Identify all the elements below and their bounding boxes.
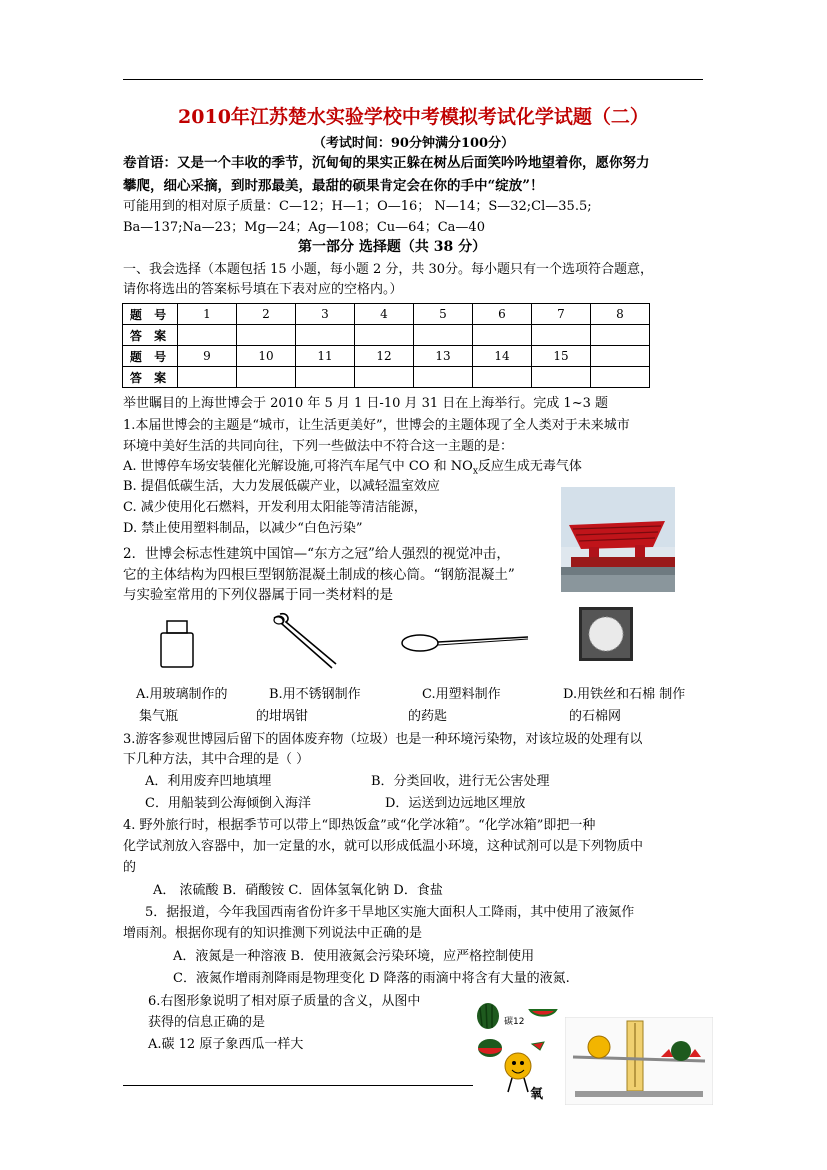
table-cell: 11 (296, 346, 355, 367)
spoon-icon (398, 628, 532, 658)
page-title: 2010年江苏楚水实验学校中考模拟考试化学试题（二） (178, 106, 649, 128)
q4-stem-3: 的 (123, 860, 137, 875)
q1-option-d: D. 禁止使用塑料制品，以减少“白色污染” (123, 521, 363, 536)
q2-stem-1: 2．世博会标志性建筑中国馆—“东方之冠”给人强烈的视觉冲击， (123, 546, 510, 562)
gas-bottle-icon (157, 618, 197, 670)
q6-stem-1: 6.右图形象说明了相对原子质量的含义，从图中 (148, 994, 421, 1009)
q1-option-a-text-end: 反应生成无毒气体 (477, 459, 582, 474)
q5-stem-2: 增雨剂。根据你现有的知识推测下列说法中正确的是 (123, 926, 423, 941)
q2-stem-2: 它的主体结构为四根巨型钢筋混凝土制成的核心筒。“钢筋混凝土” (123, 567, 515, 583)
q3-option-a: A．利用废弃凹地填埋 (145, 774, 272, 789)
answer-cell[interactable] (473, 325, 532, 346)
table-label: 题 号 (123, 346, 178, 367)
table-cell: 15 (532, 346, 591, 367)
q3-option-d: D．运送到边远地区埋放 (385, 796, 526, 811)
table-row (123, 325, 650, 346)
answer-table (122, 303, 650, 388)
table-cell (591, 346, 650, 367)
q2-option-d: D.用铁丝和石棉 制作 (563, 687, 686, 702)
oxygen-label: 氧 (530, 1087, 544, 1102)
preface-line-2: 攀爬，细心采摘，到时那最美，最甜的硕果肯定会在你的手中“绽放”！ (123, 178, 544, 194)
q4-stem-2: 化学试剂放入容器中，加一定量的水，就可以形成低温小环境，这种试剂可以是下列物质中 (123, 839, 644, 854)
table-label: 题 号 (123, 304, 178, 325)
preface-line-1: 卷首语：又是一个丰收的季节，沉甸甸的果实正躲在树丛后面笑吟吟地望着你，愿你努力 (123, 155, 650, 171)
answer-cell[interactable] (532, 367, 591, 388)
q2-option-d-line2: 的石棉网 (569, 709, 622, 724)
q3-stem-1: 3.游客参观世博园后留下的固体废弃物（垃圾）也是一种环境污染物，对该垃圾的处理有以 (123, 732, 643, 747)
answer-cell[interactable] (178, 325, 237, 346)
table-cell: 10 (237, 346, 296, 367)
table-cell: 2 (237, 304, 296, 325)
q1-stem-1: 1.本届世博会的主题是“城市，让生活更美好”，世博会的主题体现了全人类对于未来城市 (123, 418, 630, 433)
top-rule (123, 79, 703, 80)
q1-stem-2: 环境中美好生活的共同向往，下列一些做法中不符合这一主题的是： (123, 439, 514, 454)
q2-option-c: C.用塑料制作 (422, 687, 501, 702)
atomic-mass-line-1: 可能用到的相对原子质量：C—12；H—1；O—16； N—14；S—32;Cl—35.5; (123, 199, 592, 214)
answer-cell[interactable] (591, 367, 650, 388)
table-label: 答 案 (123, 325, 178, 346)
table-cell: 12 (355, 346, 414, 367)
q2-stem-3: 与实验室常用的下列仪器属于同一类材料的是 (123, 587, 393, 603)
q3-stem-2: 下几种方法，其中合理的是（ ） (123, 752, 310, 767)
table-cell: 14 (473, 346, 532, 367)
q2-option-a-line2: 集气瓶 (139, 709, 179, 724)
answer-cell[interactable] (473, 367, 532, 388)
answer-cell[interactable] (355, 367, 414, 388)
answer-cell[interactable] (591, 325, 650, 346)
table-cell: 6 (473, 304, 532, 325)
answer-cell[interactable] (178, 367, 237, 388)
q2-option-a: A.用玻璃制作的 (136, 687, 228, 702)
answer-cell[interactable] (532, 325, 591, 346)
watermelon-figure (474, 1000, 560, 1104)
q2-option-c-line2: 的药匙 (408, 709, 448, 724)
balance-scale-figure (565, 1017, 713, 1105)
q2-option-b: B.用不锈钢制作 (269, 687, 361, 702)
table-row (123, 367, 650, 388)
table-cell: 4 (355, 304, 414, 325)
table-cell: 9 (178, 346, 237, 367)
section-heading: 第一部分 选择题（共 38 分） (298, 239, 487, 255)
answer-cell[interactable] (414, 367, 473, 388)
table-label: 答 案 (123, 367, 178, 388)
q6-option-a: A.碳 12 原子象西瓜一样大 (148, 1037, 304, 1052)
carbon-12-label: 碳12 (504, 1017, 525, 1027)
q1-option-a-text: A. 世博停车场安装催化光解设施,可将汽车尾气中 CO 和 NO (123, 459, 473, 474)
bottom-rule (123, 1085, 473, 1086)
q3-option-b: B．分类回收，进行无公害处理 (371, 774, 550, 789)
crucible-tongs-icon (270, 612, 342, 674)
q6-stem-2: 获得的信息正确的是 (148, 1015, 266, 1030)
table-row (123, 304, 650, 325)
table-cell: 3 (296, 304, 355, 325)
intro-text: 举世瞩目的上海世博会于 2010 年 5 月 1 日-10 月 31 日在上海举行。完成 1~3 题 (123, 396, 608, 411)
q4-options: A． 浓硫酸 B．硝酸铵 C．固体氢氧化钠 D．食盐 (153, 883, 443, 898)
atomic-mass-line-2: Ba—137;Na—23；Mg—24；Ag—108；Cu—64；Ca—40 (123, 220, 485, 235)
table-row (123, 346, 650, 367)
answer-cell[interactable] (296, 367, 355, 388)
q5-options-ab: A．液氮是一种溶液 B．使用液氮会污染环境，应严格控制使用 (173, 949, 535, 964)
q1-option-a-sub: x (472, 466, 478, 477)
q3-option-c: C．用船装到公海倾倒入海洋 (145, 796, 311, 811)
table-cell: 7 (532, 304, 591, 325)
instruction-line-2: 请你将选出的答案标号填在下表对应的空格内。） (123, 282, 403, 297)
q5-options-cd: C．液氮作增雨剂降雨是物理变化 D 降落的雨滴中将含有大量的液氮. (173, 971, 570, 986)
q2-option-b-line2: 的坩埚钳 (256, 709, 309, 724)
answer-cell[interactable] (237, 367, 296, 388)
q4-stem-1: 4. 野外旅行时，根据季节可以带上“即热饭盒”或“化学冰箱”。“化学冰箱”即把一种 (123, 818, 596, 833)
q5-stem-1: 5．据报道，今年我国西南省份许多干旱地区实施大面积人工降雨，其中使用了液氮作 (145, 905, 635, 920)
answer-cell[interactable] (296, 325, 355, 346)
q1-option-b: B. 提倡低碳生活，大力发展低碳产业，以减轻温室效应 (123, 479, 440, 494)
answer-cell[interactable] (414, 325, 473, 346)
answer-cell[interactable] (355, 325, 414, 346)
asbestos-gauze-icon (578, 606, 634, 662)
table-cell: 13 (414, 346, 473, 367)
q1-option-c: C. 减少使用化石燃料，开发利用太阳能等清洁能源， (123, 500, 427, 515)
instruction-line-1: 一、我会选择（本题包括 15 小题，每小题 2 分，共 30分。每小题只有一个选项符合题意， (123, 262, 654, 277)
table-cell: 8 (591, 304, 650, 325)
exam-time: （考试时间：90分钟满分100分） (312, 136, 515, 151)
china-pavilion-image (561, 487, 675, 592)
table-cell: 1 (178, 304, 237, 325)
answer-cell[interactable] (237, 325, 296, 346)
table-cell: 5 (414, 304, 473, 325)
